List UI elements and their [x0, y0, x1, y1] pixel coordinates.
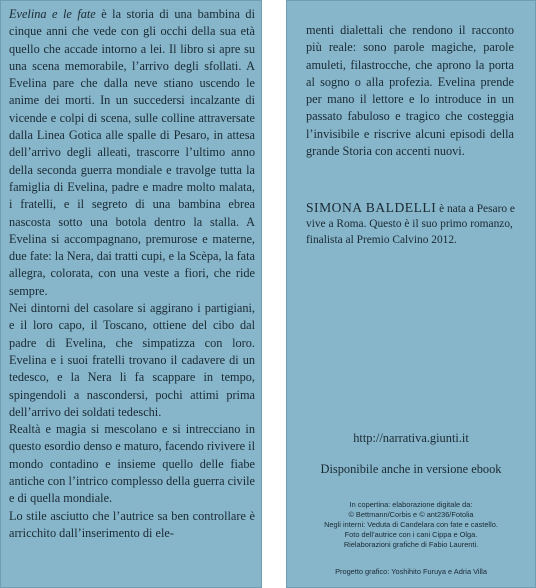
credit-line: Negli interni: Veduta di Candelara con fate e castello.: [324, 520, 498, 530]
credit-line: Foto dell’autrice con i cani Cippa e Olga.: [344, 530, 478, 540]
image-credits: [286, 500, 536, 550]
credit-line: Rielaborazioni grafiche di Fabio Laurenti.: [343, 540, 479, 550]
left-flap-text: [9, 6, 255, 542]
synopsis-paragraph-2: Nei dintorni del casolare si aggirano i partigiani, e il loro capo, il Toscano, ottiene del cibo dal padre di Evelina, che simpatizza con loro. Evelina e i suoi fratelli trovano il cadavere di un tedesco, e la Nera li fa scappare in tempo, spingendoli a nascondersi, pochi attimi prima dell’arrivo dei soldati tedeschi.: [9, 301, 255, 419]
synopsis-paragraph-1: [9, 6, 255, 300]
synopsis-paragraph-3: Realtà e magia si mescolano e si intrecciano in questo esordio denso e maturo, facendo rivivere il mondo contadino e insieme quello delle fiabe antiche con l’intrico complesso della guerra civile e di quella mondiale.: [9, 422, 255, 506]
synopsis-continuation: menti dialettali che rendono il racconto più reale: sono parole magiche, parole amuleti, filastrocche, che aprono la porta al sogno o alla profezia. Evelina prende per mano il lettore e lo introduce in un passato fabuloso e tragico che costeggia l’invisibile e riscrive alcuni episodi della grande Storia con accenti nuovi.: [306, 23, 514, 159]
synopsis-paragraph-4: Lo stile asciutto che l’autrice sa ben controllare è arricchito dall’inserimento di ele-: [9, 508, 255, 540]
publisher-website-link[interactable]: http://narrativa.giunti.it: [353, 431, 469, 445]
synopsis-text-1: è la storia di una bambina di cinque anni che vede con gli occhi della sua età quello che accade intorno a lei. Il libro si apre su una scena memorabile, l’arrivo degli sfollati. A Evelina pare che dalla neve stiano uscendo le anime dei morti. In un succedersi incalzante di vicende e colpi di scena, sulle colline attraversate dalla Linea Gotica alle spalle di Pesaro, in attesa dell’arrivo degli alleati, trascorre l’ultimo anno della seconda guerra mondiale e travolge tutta la famiglia di Evelina, padre e madre molto malata, i fratelli, e il segreto di una bambina ebrea nascosta sotto una botola dentro la stalla. A Evelina si accompagnano, premurose e materne, due fate: la Nera, dai tratti cupi, e la Scèpa, la fata allegra, colorata, con una veste a fiori, che ride sempre.: [9, 7, 255, 298]
author-name: SIMONA BALDELLI: [306, 200, 437, 215]
right-flap-text: [306, 22, 514, 160]
design-credit: Progetto grafico: Yoshihito Furuya e Adria Villa: [335, 567, 487, 576]
credit-line: In copertina: elaborazione digitale da:: [349, 500, 473, 509]
book-title: Evelina e le fate: [9, 7, 96, 21]
author-bio: [306, 200, 516, 248]
author-bio-text: è nata a Pesaro e vive a Roma. Questo è il suo primo romanzo, finalista al Premio Calvino 2012.: [306, 203, 515, 246]
credit-line: © Bettmann/Corbis e © ant236/Fotolia: [348, 510, 474, 520]
ebook-note: Disponibile anche in versione ebook: [320, 462, 502, 476]
